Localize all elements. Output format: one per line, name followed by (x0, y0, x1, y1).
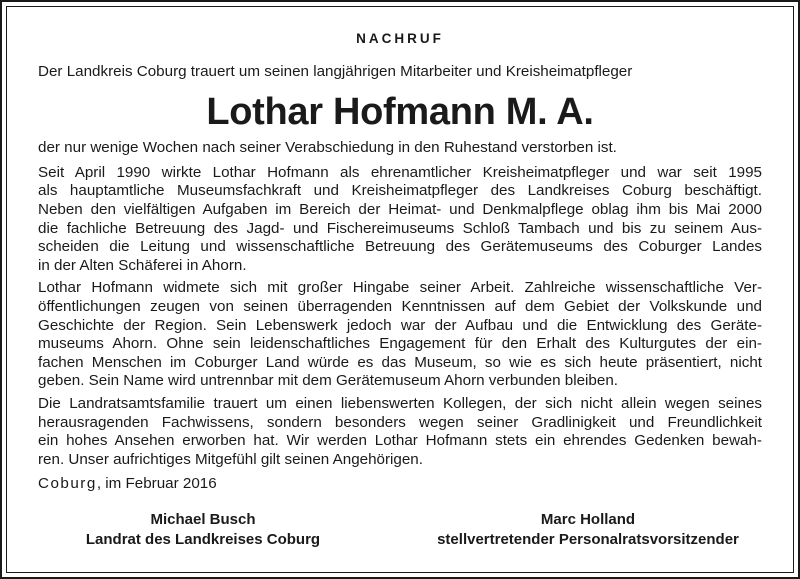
paragraph-line: geben. Sein Name wird untrennbar mit dem Gerätemuseum Ahorn verbunden bleiben. (38, 372, 618, 390)
paragraph-line: Die Landratsamtsfamilie trauert um einen liebenswerten Kollegen, der sich nicht allein wegen seines (38, 394, 762, 412)
signatory-name: Michael Busch (150, 511, 256, 528)
paragraph-line: fachen Menschen im Coburger Land würde es das Museum, so wie es sich heute präsentiert, nicht (38, 353, 762, 371)
paragraph-line: öffentlichungen zeugen von seinen überragenden Kenntnissen auf dem Gebiet der Volkskunde und (38, 297, 762, 315)
place-date (38, 475, 762, 494)
paragraph-line: Seit April 1990 wirkte Lothar Hofmann als ehrenamtlicher Kreisheimatpfleger und war seit 1995 (38, 163, 762, 181)
signatory-title: Landrat des Landkreises Coburg (85, 531, 321, 548)
paragraph-line: als hauptamtliche Museumsfachkraft und Kreisheimatpfleger des Landkreises Coburg beschäftigt. (38, 182, 762, 200)
obituary-heading: NACHRUF (356, 31, 444, 46)
signatory-left (58, 510, 348, 550)
deceased-name: Lothar Hofmann M. A. (206, 91, 594, 134)
paragraph-line: Neben den vielfältigen Aufgaben im Bereich der Heimat- und Denkmalpflege oblag ihm bis Mai 2000 (38, 200, 762, 218)
date: , im Februar 2016 (96, 475, 217, 493)
paragraph-career (38, 164, 762, 276)
paragraph-line: museums Ahorn. Ohne sein leidenschaftliches Engagement für den Erhalt des Kulturgutes der ein- (38, 335, 762, 353)
paragraph-line: Lothar Hofmann widmete sich mit großer Hingabe seiner Arbeit. Zahlreiche wissenschaftliche Ver- (38, 279, 762, 297)
signatory-title: stellvertretender Personalratsvorsitzender (437, 531, 739, 548)
place: Coburg (38, 475, 97, 493)
paragraph-work (38, 279, 762, 391)
subline: der nur wenige Wochen nach seiner Verabschiedung in den Ruhestand verstorben ist. (38, 139, 617, 157)
paragraph-condolence (38, 395, 762, 469)
paragraph-line: ren. Unser aufrichtiges Mitgefühl gilt seinen Angehörigen. (38, 450, 423, 468)
paragraph-line: Geschichte der Region. Sein Lebenswerk jedoch war der Aufbau und die Entwicklung des Geräte- (38, 316, 762, 334)
paragraph-line: in der Alten Schäferei in Ahorn. (38, 256, 247, 274)
obituary-content (38, 30, 762, 494)
paragraph-line: ein hohes Ansehen erworben hat. Wir werden Lothar Hofmann stets ein ehrendes Gedenken bewah- (38, 432, 762, 450)
paragraph-line: scheiden die Leitung und wissenschaftliche Betreuung des Gerätemuseums des Coburger Landes (38, 238, 762, 256)
paragraph-line: herausragenden Fachwissens, sondern besonders wegen seiner Gradlinigkeit und Freundlichkeit (38, 413, 762, 431)
signatory-right (418, 510, 758, 550)
intro-line: Der Landkreis Coburg trauert um seinen langjährigen Mitarbeiter und Kreisheimatpfleger (38, 62, 633, 80)
paragraph-line: die fachliche Betreuung des Jagd- und Fischereimuseums Schloß Tambach und bis zu seinem Aus- (38, 219, 762, 237)
signatory-name: Marc Holland (540, 511, 636, 528)
